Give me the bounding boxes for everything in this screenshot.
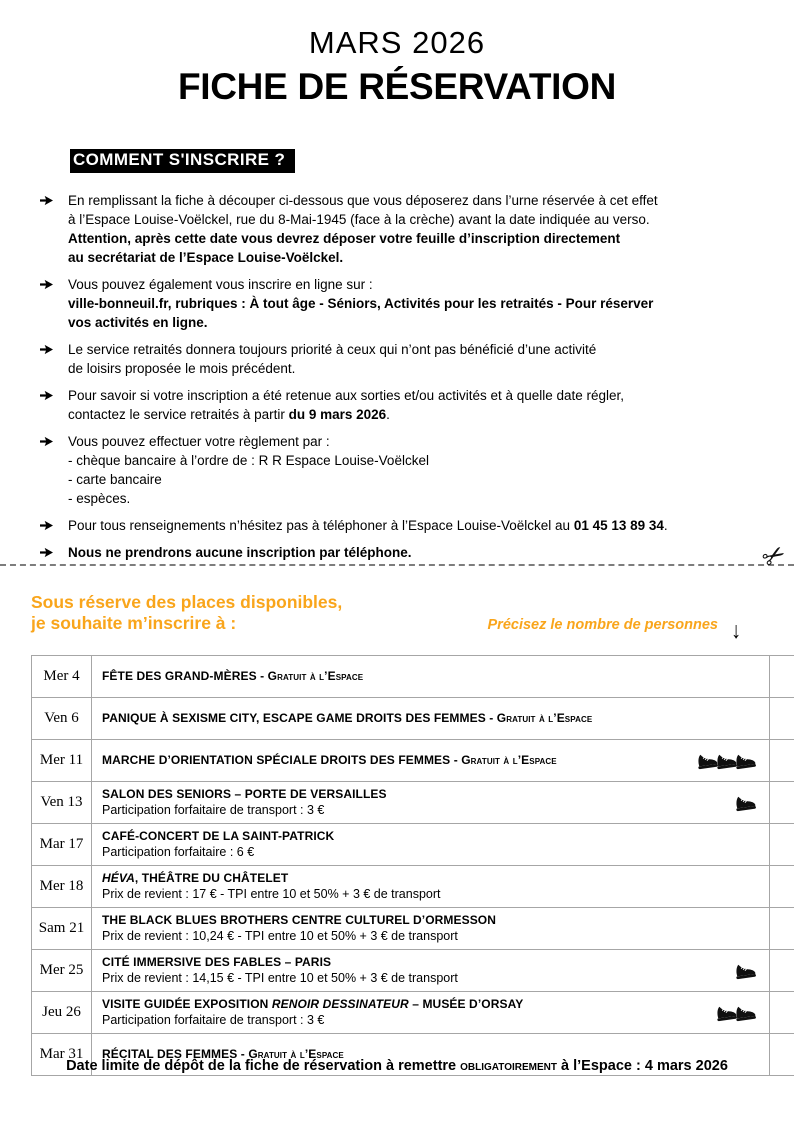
activity-description-cell xyxy=(92,740,770,782)
bullet-line xyxy=(68,313,653,332)
arrow-bullet-icon xyxy=(40,390,53,401)
text-segment: PANIQUE À SEXISME CITY, ESCAPE GAME DROITS DES FEMMES - xyxy=(102,711,497,725)
text-segment: MARCHE D’ORIENTATION SPÉCIALE DROITS DES FEMMES - xyxy=(102,753,462,767)
bullet-text xyxy=(68,386,624,424)
activities-table xyxy=(31,655,794,1076)
form-intro-line2: je souhaite m’inscrire à : xyxy=(31,613,237,633)
bullet-text xyxy=(68,543,412,562)
instruction-bullet xyxy=(40,516,780,535)
text-segment: de loisirs proposée le mois précédent. xyxy=(68,361,296,376)
bullet-line xyxy=(68,470,429,489)
person-count-cell[interactable] xyxy=(770,656,794,698)
activity-description-cell xyxy=(92,950,770,992)
walking-difficulty-icons xyxy=(738,962,757,980)
activity-date-cell: Mar 17 xyxy=(32,824,92,866)
activity-date-cell: Mer 18 xyxy=(32,866,92,908)
activity-date-cell: Ven 13 xyxy=(32,782,92,824)
activity-description-cell xyxy=(92,866,770,908)
cut-line xyxy=(0,564,794,566)
text-segment: Le service retraités donnera toujours priorité à ceux qui n’ont pas bénéficié d’une activité xyxy=(68,342,597,357)
instruction-bullet xyxy=(40,191,780,267)
bullet-line xyxy=(68,516,668,535)
bullet-line xyxy=(68,248,658,267)
person-count-cell[interactable] xyxy=(770,824,794,866)
arrow-bullet-icon xyxy=(40,279,53,290)
text-segment: – MUSÉE D’ORSAY xyxy=(408,997,524,1011)
bullet-line xyxy=(68,489,429,508)
activity-row xyxy=(32,908,794,950)
text-segment: contactez le service retraités à partir xyxy=(68,407,289,422)
activity-description-cell xyxy=(92,656,770,698)
activity-description-cell xyxy=(92,992,770,1034)
text-segment: RENOIR DESSINATEUR xyxy=(271,997,409,1011)
activity-date-cell: Jeu 26 xyxy=(32,992,92,1034)
bullet-line xyxy=(68,405,624,424)
bullet-line xyxy=(68,340,596,359)
text-segment: à l’Espace : 4 mars 2026 xyxy=(557,1058,728,1074)
person-count-cell[interactable] xyxy=(770,950,794,992)
bullet-line xyxy=(68,210,658,229)
activity-description-cell xyxy=(92,824,770,866)
activity-row xyxy=(32,866,794,908)
activity-price-line: Participation forfaitaire de transport : 3 € xyxy=(102,803,325,817)
bullet-line xyxy=(68,359,596,378)
person-count-cell[interactable] xyxy=(770,866,794,908)
walking-shoe-icon xyxy=(732,792,758,813)
bullet-line xyxy=(68,229,658,248)
text-segment: Gratuit à l’Espace xyxy=(267,669,364,683)
activity-row xyxy=(32,740,794,782)
instruction-bullet xyxy=(40,275,780,332)
bullet-text xyxy=(68,340,596,378)
text-segment: du 9 mars 2026 xyxy=(288,407,387,422)
walking-difficulty-icons xyxy=(738,794,757,812)
bullet-line xyxy=(68,191,658,210)
text-segment: Gratuit à l’Espace xyxy=(461,753,557,767)
activity-price-line: Prix de revient : 10,24 € - TPI entre 10 et 50% + 3 € de transport xyxy=(102,929,458,943)
person-count-cell[interactable] xyxy=(770,908,794,950)
page-title: FICHE DE RÉSERVATION xyxy=(177,66,617,107)
text-segment: Attention, après cette date vous devrez déposer votre feuille d’inscription directement xyxy=(68,231,621,246)
arrow-bullet-icon xyxy=(40,344,53,355)
activity-price-line: Prix de revient : 14,15 € - TPI entre 10 et 50% + 3 € de transport xyxy=(102,971,458,985)
how-to-subscribe-heading: COMMENT S'INSCRIRE ? xyxy=(70,149,295,173)
bullet-line xyxy=(68,275,653,294)
text-segment: - espèces. xyxy=(68,491,131,506)
text-segment: . xyxy=(386,407,390,422)
text-segment: VISITE GUIDÉE EXPOSITION xyxy=(102,997,272,1011)
activity-date-cell: Ven 6 xyxy=(32,698,92,740)
bullet-text xyxy=(68,432,429,508)
text-segment: , THÉÂTRE DU CHÂTELET xyxy=(134,871,289,885)
text-segment: - carte bancaire xyxy=(68,472,162,487)
text-segment: . xyxy=(663,518,668,533)
activity-title xyxy=(102,871,729,886)
arrow-bullet-icon xyxy=(40,547,53,558)
activity-title xyxy=(102,753,729,768)
text-segment: Vous pouvez effectuer votre règlement par : xyxy=(68,434,330,449)
text-segment: Pour tous renseignements n’hésitez pas à téléphoner à l’Espace Louise-Voëlckel au xyxy=(68,518,574,533)
bullet-text xyxy=(68,191,658,267)
activity-price-line: Participation forfaitaire : 6 € xyxy=(102,845,255,859)
activity-description-cell xyxy=(92,908,770,950)
activity-row xyxy=(32,824,794,866)
person-count-cell[interactable] xyxy=(770,992,794,1034)
text-segment: En remplissant la fiche à découper ci-dessous que vous déposerez dans l’urne réservée à cet effet xyxy=(68,193,658,208)
text-segment: THE BLACK BLUES BROTHERS CENTRE CULTUREL D’ORMESSON xyxy=(102,913,496,927)
bullet-line xyxy=(68,451,429,470)
activity-date-cell: Mar 31 xyxy=(32,1034,92,1076)
text-segment: Date limite de dépôt de la fiche de réservation à remettre xyxy=(66,1058,461,1074)
text-segment: CITÉ IMMERSIVE DES FABLES – PARIS xyxy=(102,955,332,969)
activity-price-line: Prix de revient : 17 € - TPI entre 10 et 50% + 3 € de transport xyxy=(102,887,441,901)
activity-title xyxy=(102,997,729,1012)
activity-date-cell: Mer 11 xyxy=(32,740,92,782)
walking-difficulty-icons xyxy=(700,752,757,770)
text-segment: Pour savoir si votre inscription a été retenue aux sorties et/ou activités et à quelle date régler, xyxy=(68,388,625,403)
arrow-bullet-icon xyxy=(40,195,53,206)
text-segment: vos activités en ligne. xyxy=(68,315,208,330)
activity-price-line: Participation forfaitaire de transport : 3 € xyxy=(102,1013,325,1027)
instruction-bullet xyxy=(40,386,780,424)
text-segment: RÉCITAL DES FEMMES - xyxy=(102,1047,249,1061)
activity-date-cell: Sam 21 xyxy=(32,908,92,950)
month-title: MARS 2026 xyxy=(308,25,486,60)
instructions-list xyxy=(40,191,780,570)
activity-row xyxy=(32,782,794,824)
activity-title xyxy=(102,955,729,970)
bullet-line xyxy=(68,543,412,562)
text-segment: SALON DES SENIORS – PORTE DE VERSAILLES xyxy=(102,787,387,801)
text-segment: FÊTE DES GRAND-MÈRES - xyxy=(102,669,268,683)
text-segment: CAFÉ-CONCERT DE LA SAINT-PATRICK xyxy=(102,829,335,843)
activity-date-cell: Mer 4 xyxy=(32,656,92,698)
down-arrow-icon: ↓ xyxy=(731,618,741,644)
instruction-bullet xyxy=(40,340,780,378)
activity-row xyxy=(32,992,794,1034)
bullet-line xyxy=(68,386,624,405)
instruction-bullet xyxy=(40,543,780,562)
activity-row xyxy=(32,656,794,698)
text-segment: Vous pouvez également vous inscrire en ligne sur : xyxy=(68,277,373,292)
bullet-text xyxy=(68,275,653,332)
activity-description-cell xyxy=(92,698,770,740)
text-segment: Gratuit à l’Espace xyxy=(496,711,593,725)
text-segment: au secrétariat de l’Espace Louise-Voëlckel. xyxy=(68,250,344,265)
scissors-icon: ✂ xyxy=(756,537,793,576)
activity-row xyxy=(32,698,794,740)
walking-shoe-icon xyxy=(732,750,758,771)
text-segment: ville-bonneuil.fr, rubriques : À tout âge - Séniors, Activités pour les retraités - Pour réserver xyxy=(68,296,654,311)
deadline-note xyxy=(0,1058,794,1074)
activity-title xyxy=(102,669,729,684)
arrow-bullet-icon xyxy=(40,436,53,447)
activity-date-cell: Mer 25 xyxy=(32,950,92,992)
walking-shoe-icon xyxy=(732,960,758,981)
activity-title xyxy=(102,711,729,726)
person-count-cell[interactable] xyxy=(770,698,794,740)
activity-title xyxy=(102,913,729,928)
activity-title xyxy=(102,787,729,802)
walking-shoe-icon xyxy=(732,1002,758,1023)
person-count-cell[interactable] xyxy=(770,782,794,824)
form-intro xyxy=(31,592,342,634)
title-block xyxy=(0,26,794,108)
activity-title xyxy=(102,829,729,844)
instruction-bullet xyxy=(40,432,780,508)
text-segment: obligatoirement xyxy=(460,1058,557,1074)
text-segment: Gratuit à l’Espace xyxy=(248,1047,344,1061)
person-count-hint: Précisez le nombre de personnes xyxy=(487,617,718,633)
bullet-text xyxy=(68,516,668,535)
bullet-line xyxy=(68,294,653,313)
walking-difficulty-icons xyxy=(719,1004,757,1022)
text-segment: 01 45 13 89 34 xyxy=(573,518,664,533)
text-segment: Nous ne prendrons aucune inscription par téléphone. xyxy=(68,545,412,560)
activity-description-cell xyxy=(92,782,770,824)
activity-row xyxy=(32,950,794,992)
arrow-bullet-icon xyxy=(40,520,53,531)
text-segment: - chèque bancaire à l’ordre de : R R Espace Louise-Voëlckel xyxy=(68,453,429,468)
text-segment: HÉVA xyxy=(102,871,135,885)
person-count-cell[interactable] xyxy=(770,740,794,782)
bullet-line xyxy=(68,432,429,451)
text-segment: à l’Espace Louise-Voëlckel, rue du 8-Mai-1945 (face à la crèche) avant la date indiquée au verso. xyxy=(68,212,650,227)
form-intro-line1: Sous réserve des places disponibles, xyxy=(31,592,343,612)
